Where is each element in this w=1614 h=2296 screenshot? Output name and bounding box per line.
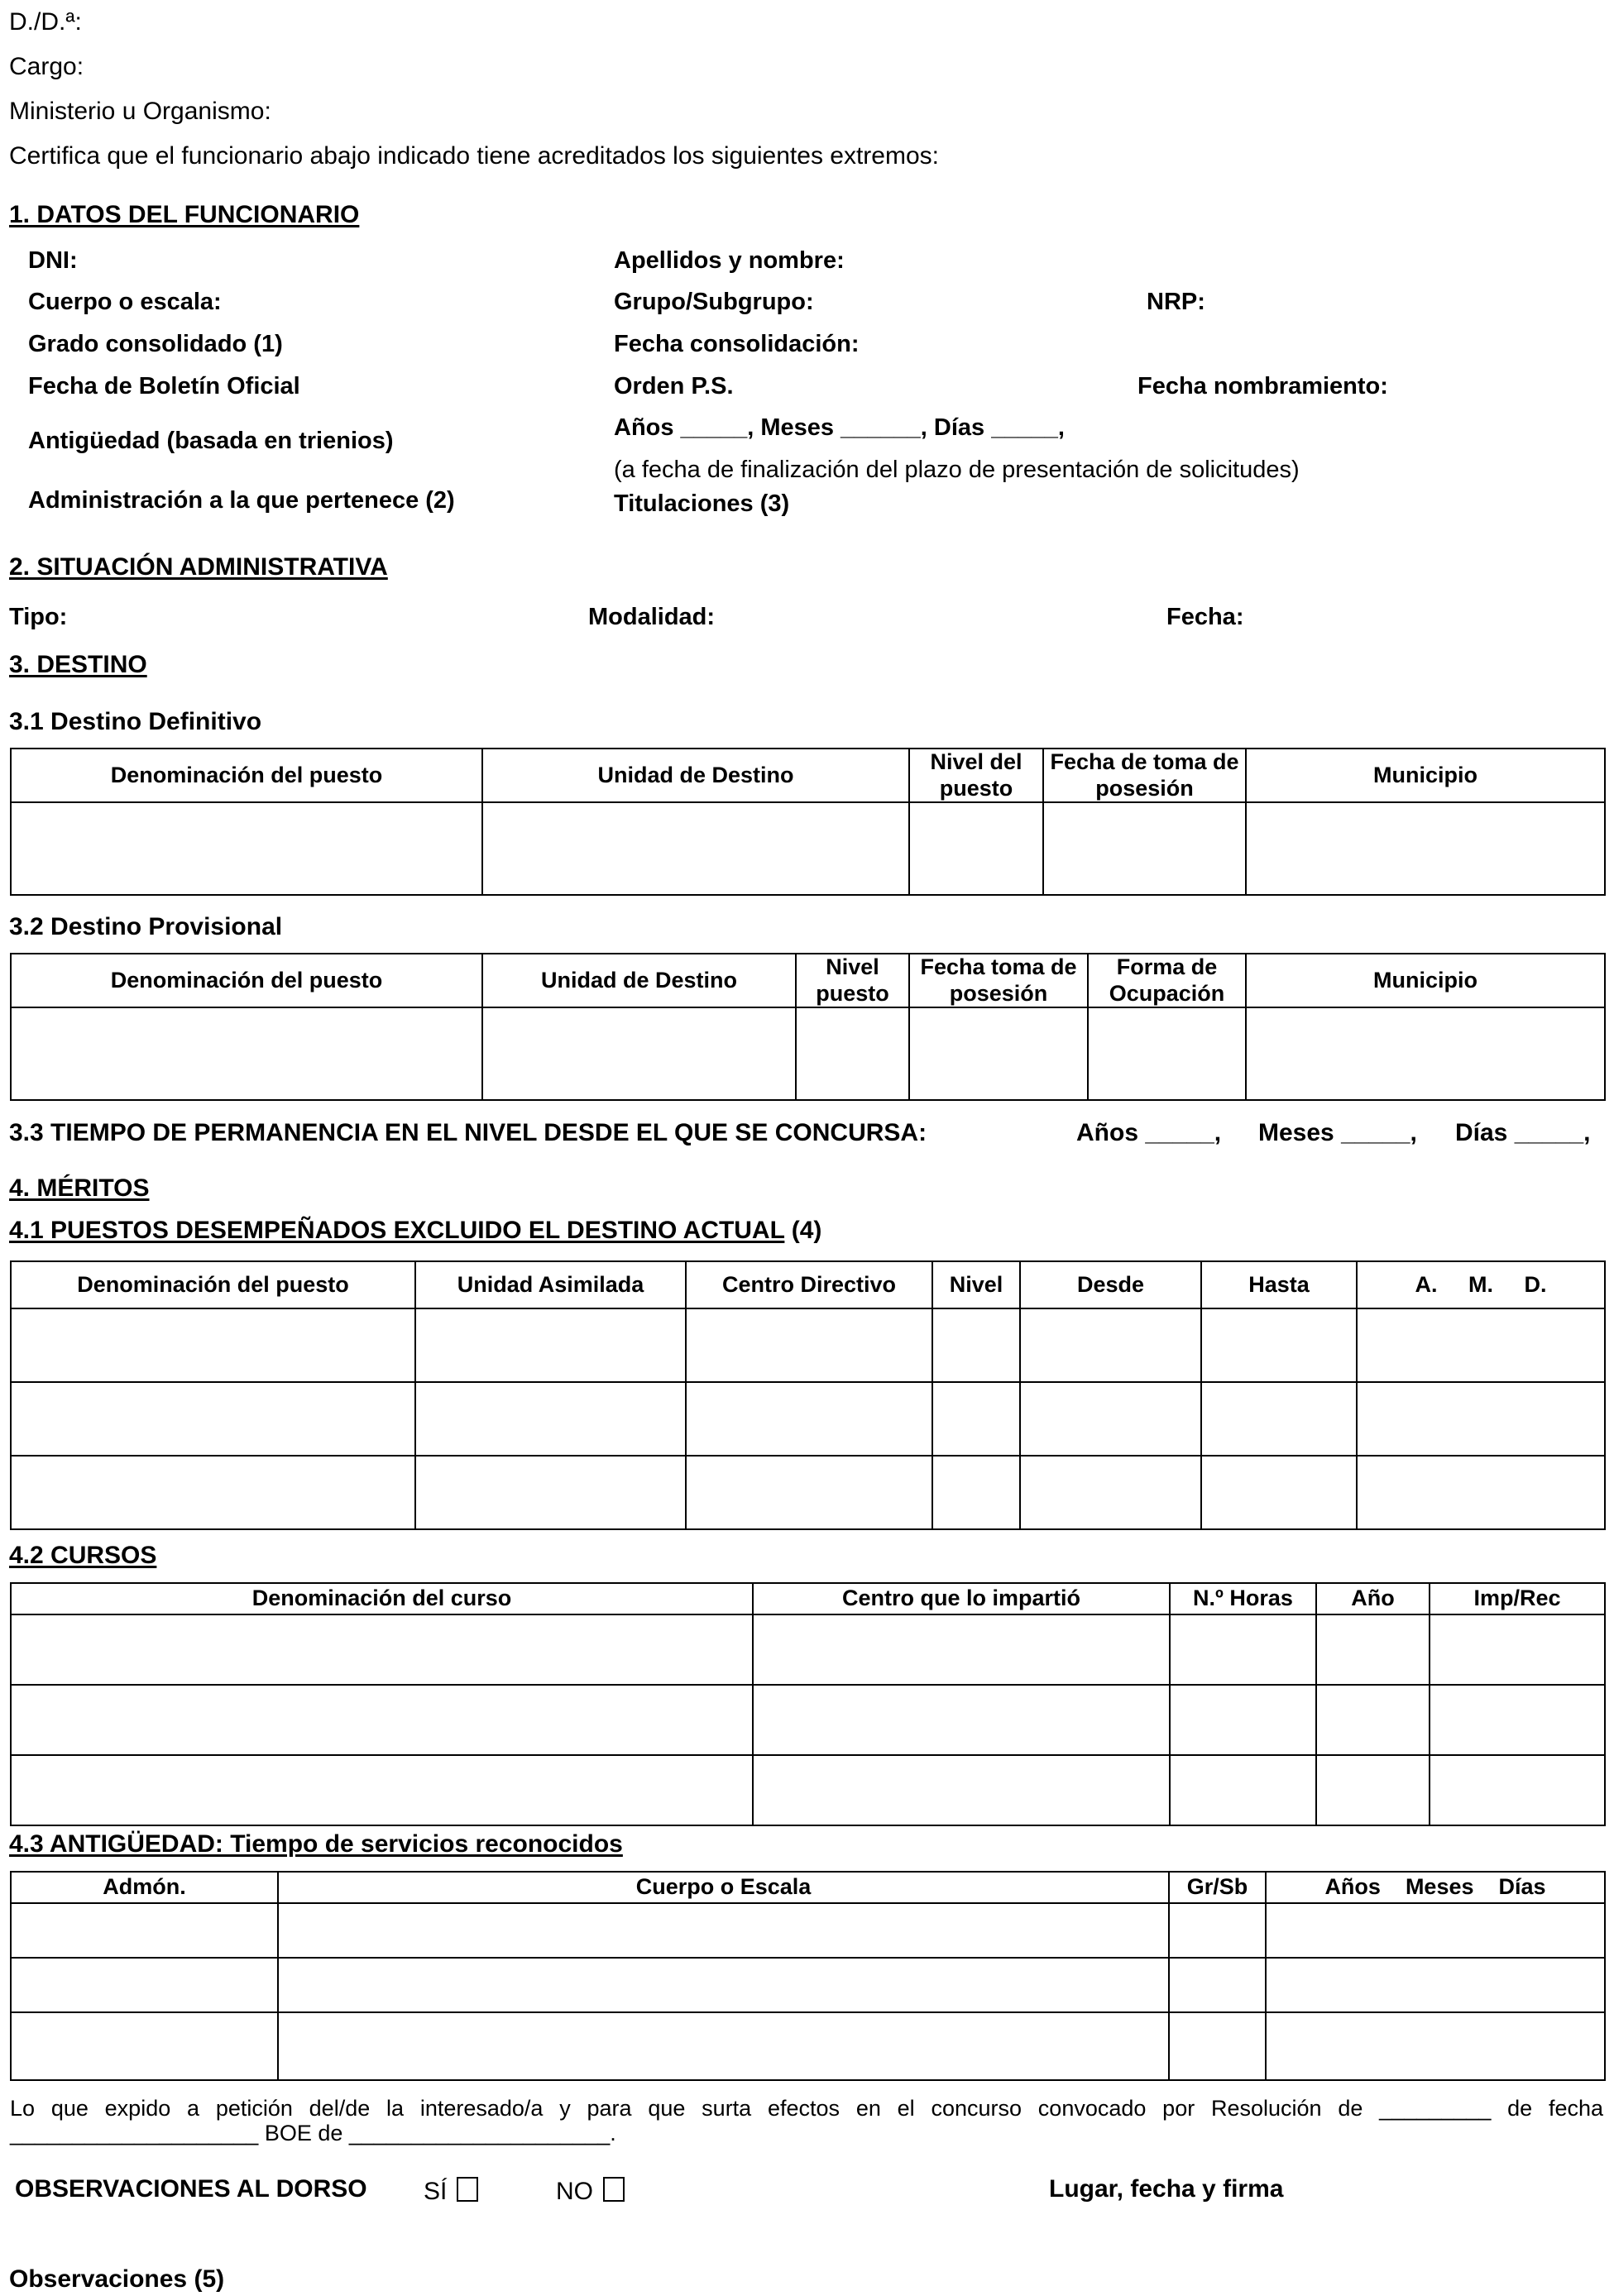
section3-title: 3. DESTINO: [9, 651, 147, 678]
no-option[interactable]: [556, 2177, 625, 2204]
header-cell: A. M. D.: [1357, 1261, 1605, 1308]
grado-label: Grado consolidado (1): [28, 331, 283, 357]
table-cell[interactable]: [1169, 1903, 1266, 1958]
si-label: SÍ: [424, 2178, 448, 2205]
table-row: [11, 2012, 1605, 2080]
header-cell: Forma de Ocupación: [1088, 954, 1246, 1007]
antiguedad-title: 4.3 ANTIGÜEDAD: Tiempo de servicios reconocidos: [9, 1830, 623, 1858]
cuerpo-label: Cuerpo o escala:: [28, 289, 222, 315]
table-cell[interactable]: [686, 1456, 932, 1529]
table-cell[interactable]: [1043, 802, 1246, 895]
puestos-title-text: 4.1 PUESTOS DESEMPEÑADOS EXCLUIDO EL DESTINO ACTUAL: [9, 1217, 785, 1244]
header-cell: Años Meses Días: [1266, 1872, 1605, 1903]
table-cell[interactable]: [415, 1456, 686, 1529]
table-cell[interactable]: [1266, 1903, 1605, 1958]
table-cell[interactable]: [1246, 1007, 1605, 1100]
table-cell[interactable]: [1088, 1007, 1246, 1100]
table-cell[interactable]: [753, 1614, 1170, 1685]
table-cell[interactable]: [1266, 2012, 1605, 2080]
fecha-label: Fecha:: [1166, 604, 1244, 630]
section2-title: 2. SITUACIÓN ADMINISTRATIVA: [9, 553, 388, 581]
table-row: [11, 1382, 1605, 1456]
table-cell[interactable]: [1170, 1755, 1316, 1825]
table-cell[interactable]: [909, 1007, 1088, 1100]
antiguedad-table: [10, 1871, 1606, 2081]
certifica-text: Certifica que el funcionario abajo indicado tiene acreditados los siguientes extremos:: [9, 142, 939, 170]
table-cell[interactable]: [932, 1308, 1020, 1382]
table-row: [11, 1903, 1605, 1958]
tiempo-anios: Años _____,: [1076, 1119, 1222, 1146]
cursos-table: [10, 1582, 1606, 1826]
table-cell[interactable]: [1357, 1382, 1605, 1456]
header-cell: Cuerpo o Escala: [278, 1872, 1169, 1903]
dni-label: DNI:: [28, 247, 78, 274]
si-checkbox[interactable]: [457, 2177, 478, 2202]
table-cell[interactable]: [11, 1308, 415, 1382]
puestos-note: (4): [784, 1217, 822, 1244]
table-cell[interactable]: [11, 1614, 753, 1685]
header-cell: Unidad de Destino: [482, 749, 909, 802]
table-cell[interactable]: [753, 1755, 1170, 1825]
apellidos-label: Apellidos y nombre:: [614, 247, 845, 274]
header-cell: Imp/Rec: [1430, 1583, 1605, 1614]
table-cell[interactable]: [278, 2012, 1169, 2080]
table-cell[interactable]: [1020, 1456, 1201, 1529]
table-row: [11, 1614, 1605, 1685]
header-cell: Municipio: [1246, 954, 1605, 1007]
destino-definitivo-table: [10, 748, 1606, 896]
section1-title: 1. DATOS DEL FUNCIONARIO: [9, 201, 360, 228]
table-cell[interactable]: [11, 1007, 482, 1100]
table-cell[interactable]: [11, 1685, 753, 1755]
lugar-fecha-firma-label: Lugar, fecha y firma: [1049, 2175, 1284, 2203]
header-cell: Denominación del curso: [11, 1583, 753, 1614]
table-cell[interactable]: [1201, 1456, 1357, 1529]
table-cell[interactable]: [1169, 2012, 1266, 2080]
header-cell: Gr/Sb: [1169, 1872, 1266, 1903]
observaciones-label: Observaciones (5): [9, 2265, 225, 2293]
table-cell[interactable]: [1430, 1685, 1605, 1755]
table-cell[interactable]: [11, 802, 482, 895]
table-cell[interactable]: [1201, 1382, 1357, 1456]
table-cell[interactable]: [1020, 1308, 1201, 1382]
nota-fecha-text: (a fecha de finalización del plazo de presentación de solicitudes): [614, 457, 1300, 483]
header-cell: N.º Horas: [1170, 1583, 1316, 1614]
si-option[interactable]: [424, 2177, 478, 2204]
table-cell[interactable]: [278, 1958, 1169, 2012]
antiguedad-values: Años _____, Meses ______, Días _____,: [614, 414, 1065, 441]
table-cell[interactable]: [1357, 1308, 1605, 1382]
administracion-label: Administración a la que pertenece (2): [28, 487, 455, 514]
table-row: [11, 1456, 1605, 1529]
destino-provisional-title: 3.2 Destino Provisional: [9, 913, 283, 940]
ministerio-label: Ministerio u Organismo:: [9, 98, 271, 125]
destino-provisional-table: [10, 953, 1606, 1101]
header-cell: Denominación del puesto: [11, 1261, 415, 1308]
table-cell[interactable]: [11, 2012, 278, 2080]
titulaciones-label: Titulaciones (3): [614, 490, 790, 517]
table-cell[interactable]: [11, 1755, 753, 1825]
table-cell[interactable]: [686, 1308, 932, 1382]
destino-definitivo-title: 3.1 Destino Definitivo: [9, 708, 262, 735]
expido-text: Lo que expido a petición del/de la interesado/a y para que surta efectos en el concurso convocado por Resolución de _________ de fecha ____________________ BOE de _____________________.: [10, 2096, 1603, 2145]
header-cell: Municipio: [1246, 749, 1605, 802]
fecha-nombramiento-label: Fecha nombramiento:: [1137, 373, 1388, 399]
table-cell[interactable]: [1170, 1614, 1316, 1685]
header-cell: Centro que lo impartió: [753, 1583, 1170, 1614]
table-cell[interactable]: [1357, 1456, 1605, 1529]
table-row: [11, 1755, 1605, 1825]
cursos-title: 4.2 CURSOS: [9, 1542, 157, 1569]
orden-ps-label: Orden P.S.: [614, 373, 734, 399]
puestos-table: [10, 1260, 1606, 1530]
tipo-label: Tipo:: [9, 604, 68, 630]
nrp-label: NRP:: [1147, 289, 1205, 315]
section4-title: 4. MÉRITOS: [9, 1174, 150, 1202]
table-cell[interactable]: [686, 1382, 932, 1456]
table-cell[interactable]: [932, 1382, 1020, 1456]
table-cell[interactable]: [1316, 1614, 1430, 1685]
table-cell[interactable]: [1201, 1308, 1357, 1382]
table-cell[interactable]: [11, 1456, 415, 1529]
table-cell[interactable]: [11, 1903, 278, 1958]
table-cell[interactable]: [278, 1903, 1169, 1958]
table-cell[interactable]: [1170, 1685, 1316, 1755]
grupo-label: Grupo/Subgrupo:: [614, 289, 814, 315]
cargo-label: Cargo:: [9, 53, 84, 80]
header-cell: Denominación del puesto: [11, 749, 482, 802]
table-cell[interactable]: [1020, 1382, 1201, 1456]
table-cell[interactable]: [909, 802, 1043, 895]
header-cell: Denominación del puesto: [11, 954, 482, 1007]
header-cell: Año: [1316, 1583, 1430, 1614]
header-cell: Nivel del puesto: [909, 749, 1043, 802]
header-cell: Hasta: [1201, 1261, 1357, 1308]
no-checkbox[interactable]: [603, 2177, 625, 2202]
table-cell[interactable]: [1169, 1958, 1266, 2012]
table-row: [11, 1308, 1605, 1382]
header-cell: Centro Directivo: [686, 1261, 932, 1308]
table-cell[interactable]: [11, 1958, 278, 2012]
table-row: [11, 1958, 1605, 2012]
header-cell: Unidad Asimilada: [415, 1261, 686, 1308]
antiguedad-label: Antigüedad (basada en trienios): [28, 428, 394, 454]
header-cell: Fecha de toma de posesión: [1043, 749, 1246, 802]
table-cell[interactable]: [1316, 1755, 1430, 1825]
header-cell: Nivel puesto: [796, 954, 909, 1007]
modalidad-label: Modalidad:: [588, 604, 716, 630]
table-cell[interactable]: [1246, 802, 1605, 895]
fecha-boletin-label: Fecha de Boletín Oficial: [28, 373, 300, 399]
table-cell[interactable]: [482, 802, 909, 895]
table-cell[interactable]: [753, 1685, 1170, 1755]
header-cell: Unidad de Destino: [482, 954, 796, 1007]
table-cell[interactable]: [415, 1382, 686, 1456]
no-label: NO: [556, 2178, 593, 2205]
table-cell[interactable]: [1266, 1958, 1605, 2012]
table-cell[interactable]: [932, 1456, 1020, 1529]
table-row: [11, 802, 1605, 895]
fecha-consolidacion-label: Fecha consolidación:: [614, 331, 860, 357]
table-row: [11, 1007, 1605, 1100]
header-cell: Desde: [1020, 1261, 1201, 1308]
table-cell[interactable]: [1430, 1755, 1605, 1825]
observaciones-dorso-label: OBSERVACIONES AL DORSO: [15, 2175, 367, 2203]
table-cell[interactable]: [1430, 1614, 1605, 1685]
table-cell[interactable]: [11, 1382, 415, 1456]
header-cell: Fecha toma de posesión: [909, 954, 1088, 1007]
table-cell[interactable]: [415, 1308, 686, 1382]
tiempo-meses: Meses _____,: [1258, 1119, 1417, 1146]
table-row: [11, 1685, 1605, 1755]
tiempo-dias: Días _____,: [1455, 1119, 1591, 1146]
dd-label: D./D.ª:: [9, 8, 82, 36]
tiempo-permanencia-label: 3.3 TIEMPO DE PERMANENCIA EN EL NIVEL DESDE EL QUE SE CONCURSA:: [9, 1119, 927, 1146]
table-cell[interactable]: [796, 1007, 909, 1100]
header-cell: Nivel: [932, 1261, 1020, 1308]
table-cell[interactable]: [1316, 1685, 1430, 1755]
table-cell[interactable]: [482, 1007, 796, 1100]
puestos-desempenados-title: [9, 1218, 821, 1243]
header-cell: Admón.: [11, 1872, 278, 1903]
